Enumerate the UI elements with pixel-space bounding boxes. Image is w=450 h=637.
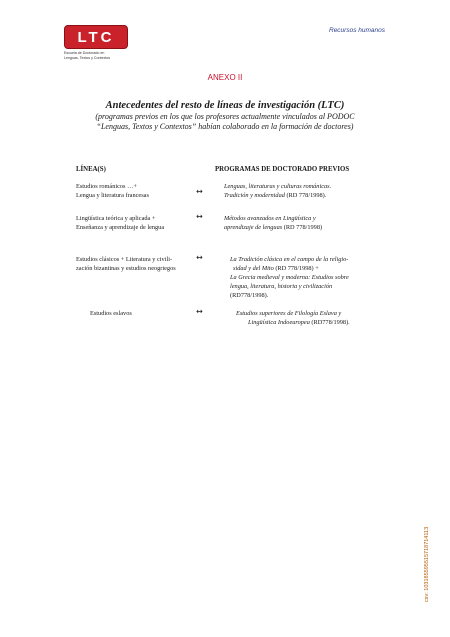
- section-label: Recursos humanos: [329, 27, 385, 34]
- document-subtitle: [80, 112, 370, 131]
- row-program-cell: Estudios superiores de Filología Eslava y Lingüística Indoeuropea (RD778/1998).: [236, 310, 350, 326]
- double-arrow-icon: ↔: [196, 187, 203, 196]
- subtitle-line-1: (programas previos en los que los profesores actualmente vinculados al PODOC: [95, 112, 355, 121]
- row-line-cell: Lingüística teórica y aplicada + Enseñanza y aprendizaje de lengua: [76, 215, 165, 231]
- logo-badge: [64, 25, 128, 49]
- row-line-cell: Estudios clásicos + Literatura y civili- zación bizantinas y estudios neogriegos: [76, 256, 176, 272]
- column-header-lines: LÍNEA(S): [76, 166, 106, 173]
- logo-subtitle-line-2: Lenguas, Textos y Contextos: [64, 55, 111, 60]
- document-title: Antecedentes del resto de líneas de investigación (LTC): [105, 100, 345, 111]
- row-line-cell: Estudios eslavos: [90, 310, 132, 317]
- side-verification-code: csv: 103185595515718714113: [424, 526, 430, 602]
- subtitle-line-2: “Lenguas, Textos y Contextos” habían colaborado en la formación de doctores): [96, 121, 354, 131]
- row-line-cell: Estudios románicos …+ Lengua y literatura francesas: [76, 183, 149, 199]
- ltc-logo: [64, 25, 128, 69]
- column-header-programs: PROGRAMAS DE DOCTORADO PREVIOS: [215, 166, 350, 173]
- logo-text: LTC: [77, 28, 115, 46]
- row-program-cell: La Tradición clásica en el campo de la religio- sidad y del Mito (RD 778/1998) + La Grecia medieval y moderna: Estudios sobre lengua, literatura, historia y civilización (RD778/1998).: [230, 256, 349, 299]
- logo-subtitle: [64, 51, 128, 60]
- double-arrow-icon: ↔: [196, 307, 203, 316]
- double-arrow-icon: ↔: [196, 253, 203, 262]
- double-arrow-icon: ↔: [196, 212, 203, 221]
- annex-heading: ANEXO II: [207, 73, 243, 82]
- row-program-cell: Lenguas, literaturas y culturas románicas. Tradición y modernidad (RD 778/1998).: [224, 183, 332, 199]
- logo-subtitle-line-1: Escuela de Doctorado en: [64, 51, 105, 55]
- row-program-cell: Métodos avanzados en Lingüística y aprendizaje de lenguas (RD 778/1998): [224, 215, 323, 231]
